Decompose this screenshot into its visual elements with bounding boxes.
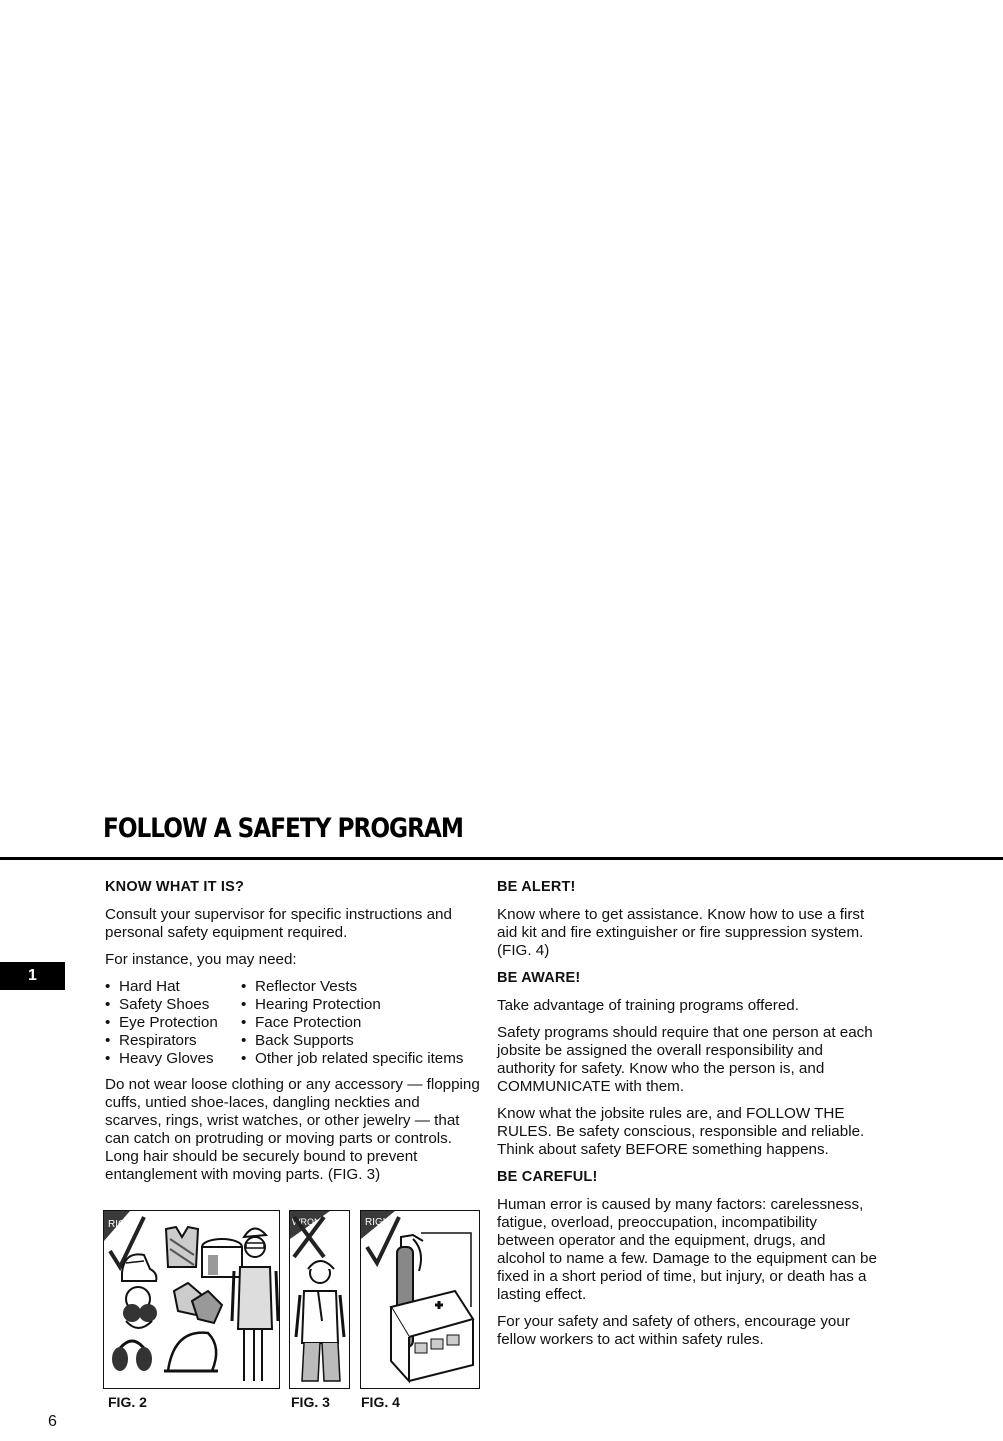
aware-paragraph-3: Know what the jobsite rules are, and FOLLOW THE RULES. Be safety conscious, responsible and reliable. Think about safety BEFORE something happens. — [497, 1105, 865, 1158]
aware-paragraph-2: Safety programs should require that one person at each jobsite be assigned the overall responsibility and authority for safety. Know who the person is, and COMMUNICATE with them. — [497, 1024, 873, 1095]
careful-paragraph-1: Human error is caused by many factors: carelessness, fatigue, overload, preoccupation, incompatibility between operator and the equipment, drugs, and alcohol to name a few. Damage to the equipment can be fixed in a short period of time, but injury, or death has a lasting effect. — [497, 1196, 877, 1303]
fig2-badge-text: RIGHT — [108, 1219, 140, 1230]
alert-heading: BE ALERT! — [497, 879, 576, 895]
know-paragraph-2: For instance, you may need: — [105, 951, 297, 968]
equipment-list — [105, 978, 480, 1068]
figure-4-illustration — [361, 1211, 480, 1389]
know-paragraph-1: Consult your supervisor for specific instructions and personal safety equipment required. — [105, 906, 452, 941]
careful-paragraph-2: For your safety and safety of others, encourage your fellow workers to act within safety rules. — [497, 1313, 850, 1348]
careful-heading: BE CAREFUL! — [497, 1169, 598, 1185]
page-title: FOLLOW A SAFETY PROGRAM — [103, 813, 463, 844]
reflector-vest-icon — [166, 1227, 198, 1267]
figure-3-illustration — [290, 1211, 350, 1389]
fig2-caption: FIG. 2 — [108, 1394, 147, 1410]
list-item: • Other job related specific items — [241, 1050, 464, 1068]
safety-shoe-icon — [122, 1254, 156, 1281]
figure-2-illustration — [104, 1211, 280, 1389]
list-item: • Safety Shoes — [105, 996, 241, 1014]
title-rule — [0, 857, 1003, 860]
figure-3 — [289, 1210, 350, 1389]
right-column — [497, 878, 877, 1358]
left-column — [105, 878, 480, 1193]
list-item: • Hearing Protection — [241, 996, 464, 1014]
chapter-tab: 1 — [0, 962, 65, 990]
respirator-icon — [123, 1287, 157, 1328]
page-number: 6 — [48, 1413, 57, 1430]
equipment-list-col-1 — [105, 978, 241, 1068]
alert-paragraph: Know where to get assistance. Know how to use a first aid kit and fire extinguisher or fire suppression system. (FIG. 4) — [497, 906, 865, 959]
hearing-protection-icon — [112, 1341, 152, 1371]
hard-hat-icon — [164, 1333, 218, 1371]
list-item: • Hard Hat — [105, 978, 241, 996]
figure-4 — [360, 1210, 480, 1389]
figure-2 — [103, 1210, 280, 1389]
aware-paragraph-1: Take advantage of training programs offered. — [497, 997, 799, 1014]
gloves-icon — [174, 1283, 222, 1323]
list-item: • Back Supports — [241, 1032, 464, 1050]
list-item: • Reflector Vests — [241, 978, 464, 996]
know-paragraph-3: Do not wear loose clothing or any accessory — flopping cuffs, untied shoe-laces, dangling neckties and scarves, rings, wrist watches, or other jewelry — that can catch on protruding or moving parts or controls. Long hair should be securely bound to prevent entanglement with moving parts. (FIG. 3) — [105, 1076, 480, 1183]
list-item: • Respirators — [105, 1032, 241, 1050]
back-support-icon — [202, 1239, 242, 1277]
fig3-badge-text: WRONG — [292, 1217, 328, 1227]
list-item: • Eye Protection — [105, 1014, 241, 1032]
fig4-badge-text: RIGHT — [365, 1217, 397, 1228]
fig3-caption: FIG. 3 — [291, 1394, 330, 1410]
fig4-caption: FIG. 4 — [361, 1394, 400, 1410]
know-heading: KNOW WHAT IT IS? — [105, 879, 245, 895]
aware-heading: BE AWARE! — [497, 970, 581, 986]
worker-loose-clothing-icon — [296, 1261, 344, 1381]
list-item: • Heavy Gloves — [105, 1050, 241, 1068]
list-item: • Face Protection — [241, 1014, 464, 1032]
equipment-list-col-2 — [241, 978, 464, 1068]
